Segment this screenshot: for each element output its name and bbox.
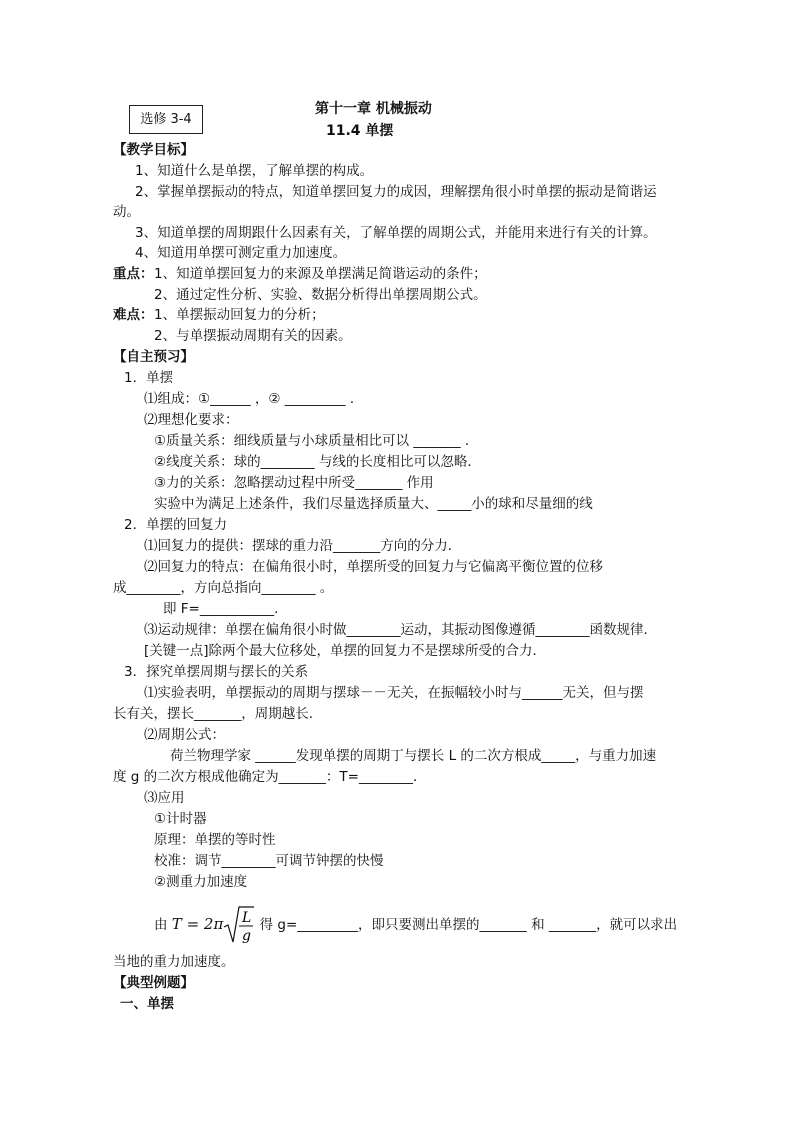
- preview-line: ③力的关系：忽略摆动过程中所受_______ 作用: [154, 475, 434, 491]
- formula-prefix: 由: [154, 917, 168, 933]
- formula-continuation: 当地的重力加速度。: [113, 954, 235, 970]
- key-note-line: [关键一点]除两个最大位移处，单摆的回复力不是摆球所受的合力．: [144, 643, 547, 659]
- preview-line: ⑴组成：①______ ，② _________ ．: [144, 391, 364, 407]
- preview-line: ⑵周期公式：: [144, 727, 225, 743]
- preview-line: ①质量关系：细线质量与小球质量相比可以 _______ ．: [154, 433, 479, 449]
- preview-line: ⑵回复力的特点：在偏角很小时，单摆所受的回复力与它偏离平衡位置的位移: [144, 559, 603, 575]
- objective-line: 4、知道用单摆可测定重力加速度。: [135, 245, 347, 261]
- key-points-label: 重点：: [113, 266, 154, 282]
- examples-subheading: 一、单摆: [120, 996, 174, 1012]
- key-point-line: 1、知道单摆回复力的来源及单摆满足简谐运动的条件；: [154, 266, 487, 282]
- key-point-line: 2、通过定性分析、实验、数据分析得出单摆周期公式。: [154, 287, 487, 303]
- chapter-title: 第十一章 机械振动: [315, 101, 432, 117]
- formula-denominator: g: [242, 928, 252, 944]
- preview-line: 1．单摆: [124, 370, 174, 386]
- examples-heading: 【典型例题】: [113, 975, 194, 991]
- objective-line: 2、掌握单摆振动的特点，知道单摆回复力的成因，理解摆角很小时单摆的振动是简谐运: [135, 184, 657, 200]
- formula-numerator: L: [242, 910, 252, 926]
- preview-line: 荷兰物理学家 ______发现单摆的周期丁与摆长 L 的二次方根成_____，与重力加速: [170, 748, 657, 764]
- objective-line: 动。: [113, 204, 140, 220]
- formula-suffix: 得 g=_________，即只要测出单摆的_______ 和 _______，就可以求出: [259, 917, 678, 933]
- preview-line: ①计时器: [154, 811, 207, 827]
- preview-line: ⑶运动规律：单摆在偏角很小时做________运动，其振动图像遵循________函数规律．: [144, 622, 657, 638]
- preview-line: ⑴实验表明，单摆振动的周期与摆球－－无关，在振幅较小时与______无关，但与摆: [144, 685, 644, 701]
- preview-line: ②测重力加速度: [154, 874, 248, 890]
- difficulties-label: 难点：: [113, 307, 154, 323]
- difficulty-line: 2、与单摆振动周期有关的因素。: [154, 328, 352, 344]
- formula-T: T = 2π: [171, 915, 224, 933]
- preview-line: 3．探究单摆周期与摆长的关系: [124, 664, 309, 680]
- preview-line: 成________，方向总指向________ 。: [113, 580, 334, 596]
- preview-line: ②线度关系：球的________ 与线的长度相比可以忽略．: [154, 454, 481, 470]
- objective-line: 1、知道什么是单摆，了解单摆的构成。: [135, 163, 374, 179]
- preview-line: 度 g 的二次方根成他确定为_______：T=________．: [113, 769, 427, 785]
- preview-line: ⑶应用: [144, 790, 185, 806]
- preview-line: ⑴回复力的提供：摆球的重力沿_______方向的分力．: [144, 538, 462, 554]
- objective-line: 3、知道单摆的周期跟什么因素有关，了解单摆的周期公式，并能用来进行有关的计算。: [135, 225, 657, 241]
- preview-line: 实验中为满足上述条件，我们尽量选择质量大、_____小的球和尽量细的线: [154, 496, 593, 512]
- preview-line: 原理：单摆的等时性: [154, 832, 276, 848]
- preview-line: 即 F=___________.: [163, 601, 279, 617]
- course-label-box: 选修 3-4: [129, 105, 203, 134]
- objectives-heading: 【教学目标】: [113, 142, 194, 158]
- preview-line: ⑵理想化要求：: [144, 412, 239, 428]
- preview-line: 2．单摆的回复力: [124, 517, 228, 533]
- period-formula: [172, 905, 256, 945]
- preview-line: 校准：调节________可调节钟摆的快慢: [154, 853, 384, 869]
- preview-line: 长有关，摆长_______，周期越长．: [113, 706, 323, 722]
- pendulum-formula-line: [154, 905, 677, 945]
- difficulty-line: 1、单摆振动回复力的分析；: [154, 307, 325, 323]
- sqrt-fraction: [223, 905, 255, 945]
- preview-heading: 【自主预习】: [113, 349, 194, 365]
- section-title: 11.4 单摆: [326, 123, 394, 139]
